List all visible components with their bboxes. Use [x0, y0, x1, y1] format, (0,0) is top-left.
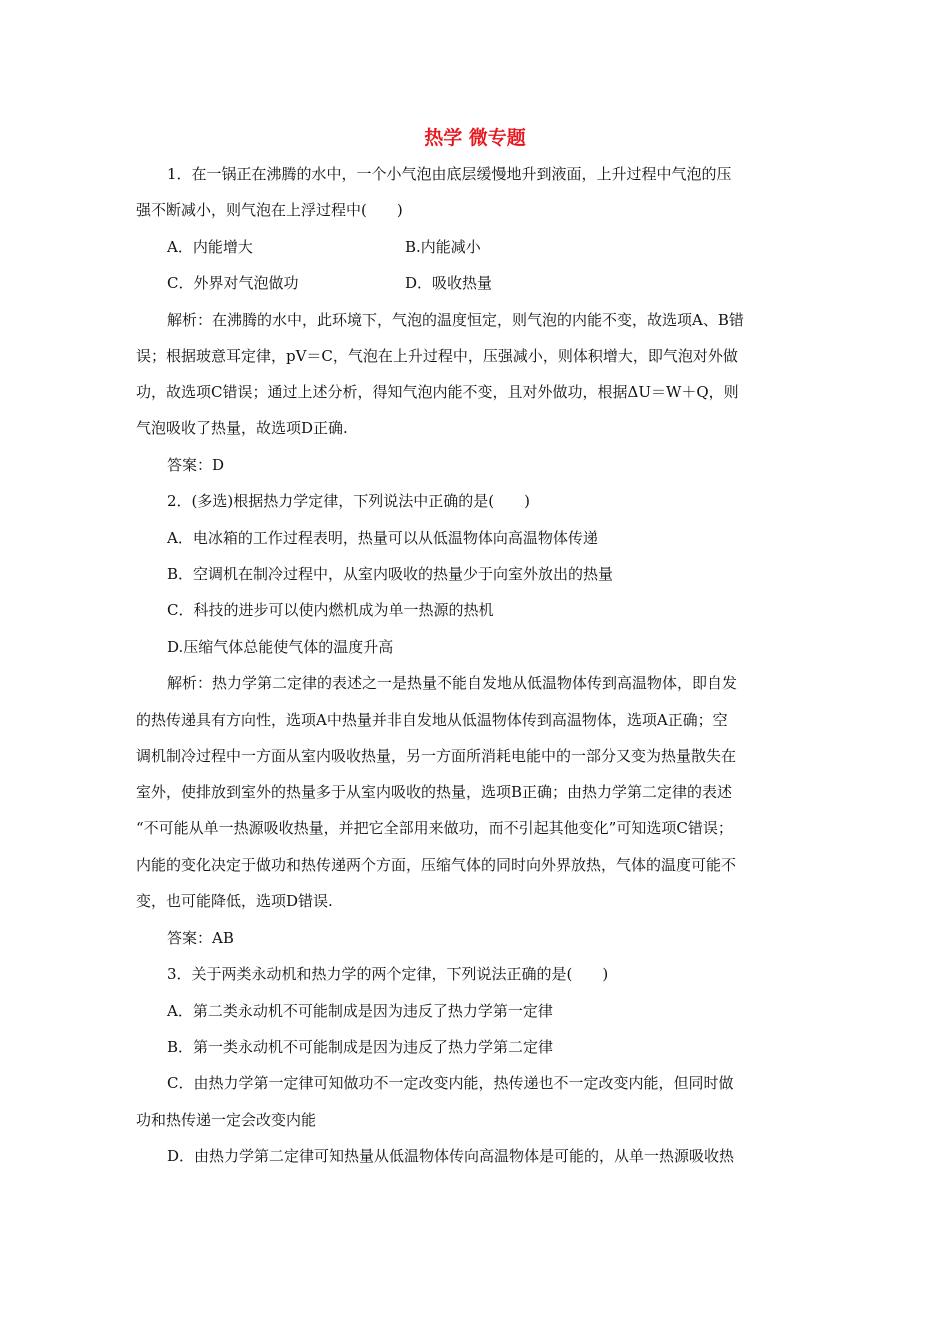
q1-stem-line-2: 强不断减小，则气泡在上浮过程中( ) — [136, 201, 403, 219]
q3-option-b: B．第一类永动机不可能制成是因为违反了热力学第二定律 — [167, 1038, 554, 1056]
q1-explanation-line-3: 功，故选项C错误；通过上述分析，得知气泡内能不变，且对外做功，根据ΔU＝W＋Q，则 — [136, 383, 739, 401]
q1-option-a: A．内能增大 — [167, 238, 253, 256]
q3-option-c-line-1: C．由热力学第一定律可知做功不一定改变内能，热传递也不一定改变内能，但同时做 — [167, 1074, 734, 1092]
q1-option-c: C．外界对气泡做功 — [167, 274, 299, 292]
q3-option-d-line-1: D．由热力学第二定律可知热量从低温物体传向高温物体是可能的，从单一热源吸收热 — [167, 1147, 735, 1165]
q1-option-b: B.内能减小 — [405, 238, 481, 256]
q3-option-c-line-2: 功和热传递一定会改变内能 — [136, 1111, 317, 1129]
q2-option-b: B．空调机在制冷过程中，从室内吸收的热量少于向室外放出的热量 — [167, 565, 614, 583]
page-title: 热学 微专题 — [424, 127, 526, 149]
q1-stem-line-1: 1．在一锅正在沸腾的水中，一个小气泡由底层缓慢地升到液面，上升过程中气泡的压 — [167, 165, 732, 183]
q2-option-a: A．电冰箱的工作过程表明，热量可以从低温物体向高温物体传递 — [167, 529, 598, 547]
q2-answer: 答案：AB — [167, 929, 234, 947]
q1-option-d: D．吸收热量 — [405, 274, 493, 292]
q1-explanation-line-1: 解析：在沸腾的水中，此环境下，气泡的温度恒定，则气泡的内能不变，故选项A、B错 — [167, 311, 744, 329]
q1-explanation-line-4: 气泡吸收了热量，故选项D正确. — [136, 419, 348, 437]
q2-explanation-line-3: 调机制冷过程中一方面从室内吸收热量，另一方面所消耗电能中的一部分又变为热量散失在 — [136, 747, 737, 765]
q2-stem: 2．(多选)根据热力学定律，下列说法中正确的是( ) — [167, 492, 530, 510]
q3-option-a: A．第二类永动机不可能制成是因为违反了热力学第一定律 — [167, 1002, 553, 1020]
q2-explanation-line-4: 室外，使排放到室外的热量多于从室内吸收的热量，选项B正确；由热力学第二定律的表述 — [136, 783, 733, 801]
q2-explanation-line-7: 变，也可能降低，选项D错误. — [136, 892, 333, 910]
q3-stem: 3．关于两类永动机和热力学的两个定律，下列说法正确的是( ) — [167, 965, 609, 983]
q2-explanation-line-5: “不可能从单一热源吸收热量，并把它全部用来做功，而不引起其他变化”可知选项C错误； — [136, 819, 733, 837]
q1-answer: 答案：D — [167, 456, 225, 474]
q2-explanation-line-6: 内能的变化决定于做功和热传递两个方面，压缩气体的同时向外界放热，气体的温度可能不 — [136, 856, 737, 874]
q1-explanation-line-2: 误；根据玻意耳定律，pV＝C，气泡在上升过程中，压强减小，则体积增大，即气泡对外做 — [136, 347, 738, 365]
q2-explanation-line-1: 解析：热力学第二定律的表述之一是热量不能自发地从低温物体传到高温物体，即自发 — [167, 674, 738, 692]
q2-option-c: C．科技的进步可以使内燃机成为单一热源的热机 — [167, 601, 494, 619]
q2-option-d: D.压缩气体总能使气体的温度升高 — [167, 638, 394, 656]
q2-explanation-line-2: 的热传递具有方向性，选项A中热量并非自发地从低温物体传到高温物体，选项A正确；空 — [136, 711, 728, 729]
